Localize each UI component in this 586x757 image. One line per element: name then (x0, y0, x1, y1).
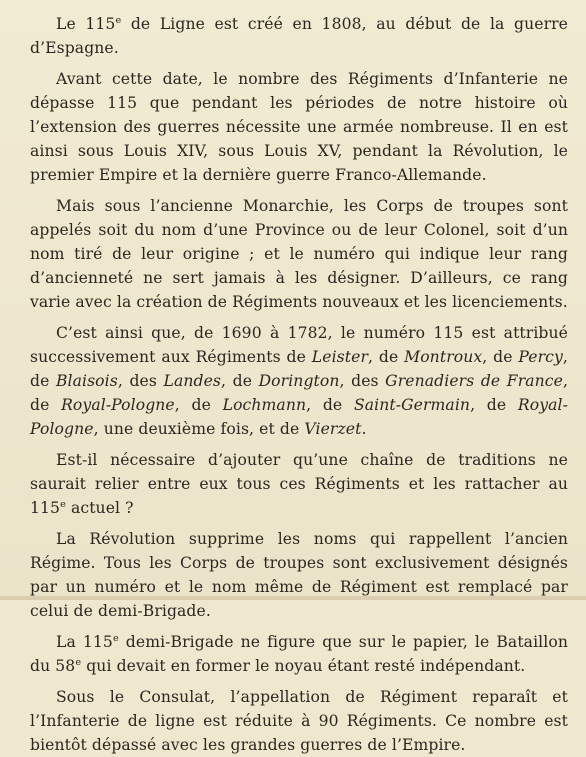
italic-text: Dorington (258, 372, 340, 390)
italic-text: Vierzet (304, 420, 362, 438)
text-run: . (361, 420, 367, 438)
paragraph (30, 527, 568, 623)
paragraph (30, 194, 568, 314)
text-run: , des (117, 372, 164, 390)
text-run: Mais sous l’ancienne Monarchie, les Corps de troupes sont appelés soit du nom d’une Province ou de leur Colonel, soit d’un nom tiré de leur origine ; et le numéro qui indique leur rang d’ancienneté ne sert jamais à les désigner. D’ailleurs, ce rang varie avec la création de Régiments nouveaux et les licenciements. (30, 197, 568, 311)
italic-text: Grenadiers de France (385, 372, 563, 390)
text-run: , de (30, 372, 569, 414)
text-run: , de (221, 372, 259, 390)
text-run: actuel ? (65, 499, 134, 517)
text-body (30, 12, 568, 757)
text-run: demi-Brigade ne figure que sur le papier, le Bataillon du 58 (30, 633, 568, 675)
italic-text: Percy (518, 348, 563, 366)
superscript-text: e (112, 632, 119, 644)
text-run: , de (368, 348, 405, 366)
text-run: Le 115 (56, 15, 116, 33)
paragraph (30, 12, 568, 60)
paragraph (30, 685, 568, 757)
text-run: , de (30, 348, 568, 390)
text-run: Sous le Consulat, l’appellation de Régiment reparaît et l’Infanterie de ligne est réduite à 90 Régiments. Ce nombre est bientôt dépassé avec les grandes guerres de l’Empire. (30, 688, 568, 754)
text-run: , de (482, 348, 519, 366)
italic-text: Royal-Pologne (61, 396, 175, 414)
page-bottom-edge (0, 596, 586, 600)
italic-text: Royal-Pologne (30, 396, 568, 438)
text-run: , de (470, 396, 518, 414)
text-run: de Ligne est créé en 1808, au début de la guerre d’Espagne. (30, 15, 569, 57)
text-run: La 115 (56, 633, 113, 651)
italic-text: Leister (311, 348, 369, 366)
text-run: , des (339, 372, 386, 390)
text-run: C’est ainsi que, de 1690 à 1782, le numéro 115 est attribué successivement aux Régiments de (30, 324, 568, 366)
italic-text: Saint-Germain (353, 396, 471, 414)
paragraph (30, 321, 568, 441)
italic-text: Montroux (404, 348, 483, 366)
text-run: La Révolution supprime les noms qui rappellent l’ancien Régime. Tous les Corps de troupes sont exclusivement désignés par un numéro et le nom même de Régiment est remplacé par celui de demi-Brigade. (30, 530, 568, 620)
superscript-text: e (75, 656, 82, 668)
italic-text: Blaisois (55, 372, 118, 390)
text-run: , de (306, 396, 354, 414)
paragraph (30, 630, 568, 678)
italic-text: Lochmann (222, 396, 307, 414)
text-run: , de (174, 396, 223, 414)
text-run: qui devait en former le noyau étant resté indépendant. (81, 657, 526, 675)
superscript-text: e (115, 14, 122, 26)
paragraph (30, 448, 568, 520)
superscript-text: e (60, 498, 66, 510)
text-run: Avant cette date, le nombre des Régiments d’Infanterie ne dépasse 115 que pendant les périodes de notre histoire où l’extension des guerres nécessite une armée nombreuse. Il en est ainsi sous Louis XIV, sous Louis XV, pendant la Révolution, le premier Empire et la dernière guerre Franco-Allemande. (30, 70, 568, 184)
text-run: , une deuxième fois, et de (93, 420, 305, 438)
text-run: Est-il nécessaire d’ajouter qu’une chaîne de traditions ne saurait relier entre eux tous ces Régiments et les rattacher au 115 (30, 451, 568, 517)
paragraph (30, 67, 568, 187)
italic-text: Landes (163, 372, 222, 390)
